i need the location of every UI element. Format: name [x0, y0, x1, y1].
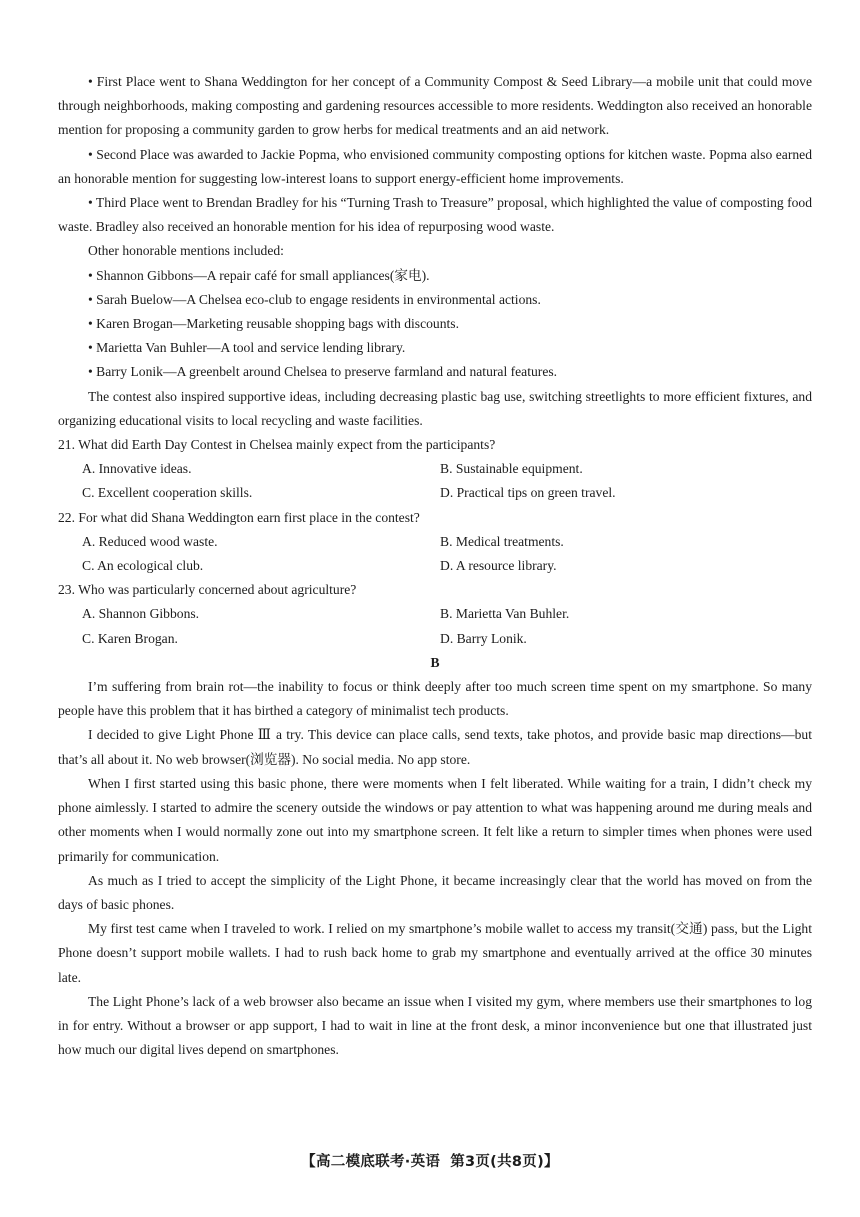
footer-exam-title: 【高二模底联考·英语 — [301, 1154, 441, 1170]
question-stem: 23. Who was particularly concerned about agriculture? — [58, 582, 357, 598]
passage-b-paragraph: My first test came when I traveled to work. I relied on my smartphone’s mobile wallet to access my transit(交通) pass, but the Light Phone doesn’t support mobile wallets. I had to rush back home to grab my smartphone and eventually arrived at the office 30 minutes late. — [58, 921, 812, 985]
option-d: D. Barry Lonik. — [440, 630, 527, 646]
passage-b-paragraph: When I first started using this basic phone, there were moments when I felt liberated. While waiting for a train, I didn’t check my phone aimlessly. I started to admire the scenery outside the windows or pay attention to what was happening around me during meals and other moments when I would normally zone out into my smartphone screen. It felt like a return to simpler times when phones were used primarily for communication. — [58, 775, 812, 864]
passage-b-paragraph: I’m suffering from brain rot—the inability to focus or think deeply after too much screen time spent on my smartphone. So many people have this problem that it has birthed a category of minimalist tech products. — [58, 679, 812, 719]
passage-b-paragraph: The Light Phone’s lack of a web browser also became an issue when I visited my gym, where members use their smartphones to log in for entry. Without a browser or app support, I had to wait in line at the front desk, a minor inconvenience but one that illustrated just how much our digital lives depend on smartphones. — [58, 993, 812, 1058]
answer-options — [58, 530, 812, 578]
footer-page-number: 第3页(共8页)】 — [450, 1154, 559, 1170]
mention-item: • Marietta Van Buhler—A tool and service lending library. — [88, 340, 406, 356]
closing-paragraph: The contest also inspired supportive ideas, including decreasing plastic bag use, switching streetlights to more efficient fixtures, and organizing educational visits to local recycling and waste facilities. — [58, 388, 812, 428]
option-c: C. Karen Brogan. — [82, 630, 178, 646]
exam-page — [58, 70, 812, 1062]
answer-options — [58, 602, 812, 650]
option-d: D. Practical tips on green travel. — [440, 485, 616, 501]
option-b: B. Medical treatments. — [440, 533, 564, 549]
option-b: B. Sustainable equipment. — [440, 461, 583, 477]
mentions-intro: Other honorable mentions included: — [88, 243, 284, 259]
mention-item: • Barry Lonik—A greenbelt around Chelsea to preserve farmland and natural features. — [88, 364, 558, 380]
option-a: A. Shannon Gibbons. — [82, 606, 200, 622]
passage-b-paragraph: As much as I tried to accept the simplicity of the Light Phone, it became increasingly clear that the world has moved on from the days of basic phones. — [58, 872, 812, 912]
question-22 — [58, 506, 812, 579]
answer-options — [58, 457, 812, 505]
passage-b-paragraph: I decided to give Light Phone Ⅲ a try. This device can place calls, send texts, take photos, and provide basic map directions—but that’s all about it. No web browser(浏览器). No social media. No app store. — [58, 727, 812, 767]
second-place-paragraph: • Second Place was awarded to Jackie Popma, who envisioned community composting options for kitchen waste. Popma also earned an honorable mention for suggesting low-interest loans to support energy-efficient home improvements. — [58, 146, 812, 186]
mention-item: • Karen Brogan—Marketing reusable shopping bags with discounts. — [88, 316, 459, 332]
mention-item: • Shannon Gibbons—A repair café for small appliances(家电). — [88, 267, 430, 283]
question-stem: 22. For what did Shana Weddington earn first place in the contest? — [58, 509, 420, 525]
option-c: C. An ecological club. — [82, 558, 204, 574]
question-23 — [58, 578, 812, 651]
page-footer — [0, 1150, 860, 1171]
option-a: A. Innovative ideas. — [82, 461, 192, 477]
mention-item: • Sarah Buelow—A Chelsea eco-club to engage residents in environmental actions. — [88, 291, 541, 307]
option-d: D. A resource library. — [440, 558, 557, 574]
question-stem: 21. What did Earth Day Contest in Chelsea mainly expect from the participants? — [58, 437, 496, 453]
option-a: A. Reduced wood waste. — [82, 533, 218, 549]
first-place-paragraph: • First Place went to Shana Weddington for her concept of a Community Compost & Seed Library—a mobile unit that could move through neighborhoods, making composting and gardening resources accessible to more residents. Weddington also received an honorable mention for proposing a community garden to grow herbs for medical treatments and an aid network. — [58, 74, 812, 138]
question-21 — [58, 433, 812, 506]
option-b: B. Marietta Van Buhler. — [440, 606, 570, 622]
section-b-heading: B — [430, 654, 440, 670]
third-place-paragraph: • Third Place went to Brendan Bradley for his “Turning Trash to Treasure” proposal, which highlighted the value of composting food waste. Bradley also received an honorable mention for his idea of repurposing wood waste. — [58, 195, 812, 235]
option-c: C. Excellent cooperation skills. — [82, 485, 253, 501]
